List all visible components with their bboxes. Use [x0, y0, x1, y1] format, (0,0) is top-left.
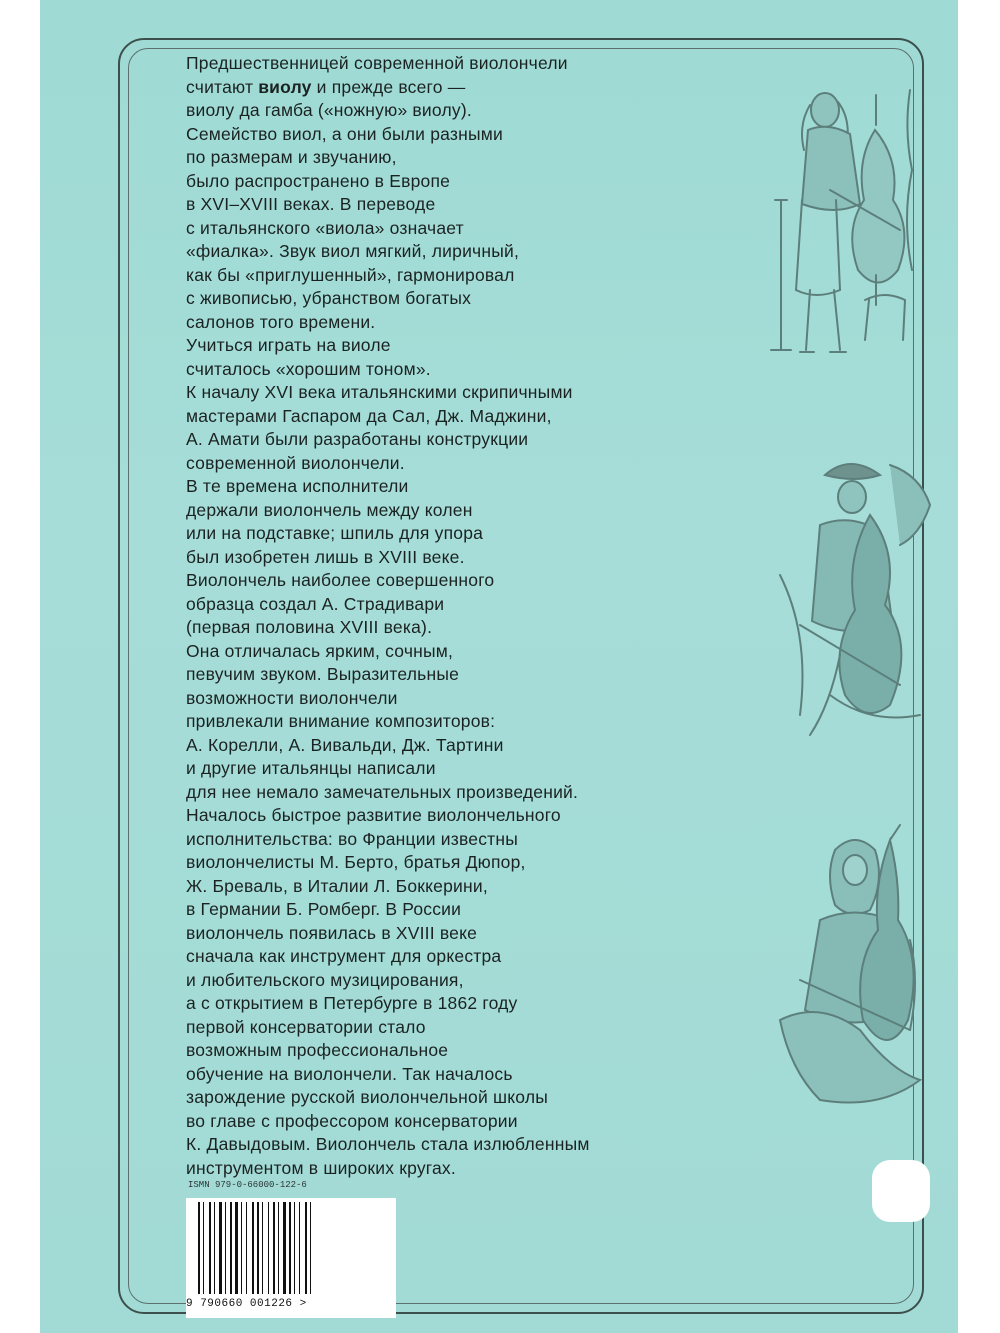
- standing-cellist-engraving: [770, 70, 930, 380]
- text-fragment: в XVI–XVIII веках. В переводе: [186, 194, 436, 214]
- barcode-bar: [235, 1202, 238, 1294]
- text-fragment: для нее немало замечательных произведений.: [186, 781, 579, 802]
- text-fragment: зарождение русской виолончельной школы: [186, 1087, 549, 1107]
- text-fragment: К. Давыдовым. Виолончель стала излюбленным: [186, 1134, 590, 1154]
- text-fragment: возможности виолончели: [186, 687, 398, 708]
- text-fragment: Виолончель наиболее совершенного: [186, 570, 495, 590]
- text-line: [186, 1063, 746, 1087]
- text-line: [186, 851, 746, 875]
- text-fragment: первой консерватории стало: [186, 1016, 426, 1037]
- text-fragment: держали виолончель между колен: [186, 499, 473, 520]
- barcode-bar: [225, 1202, 226, 1294]
- text-fragment: салонов того времени.: [186, 311, 376, 332]
- text-fragment: В те времена исполнители: [186, 476, 409, 496]
- text-line: [186, 1110, 746, 1134]
- barcode-bar: [278, 1202, 279, 1294]
- text-fragment: считалось «хорошим тоном».: [186, 358, 431, 379]
- text-fragment: было распространено в Европе: [186, 170, 451, 191]
- text-fragment: виолончелисты М. Берто, братья Дюпор,: [186, 852, 526, 872]
- text-line: [186, 428, 746, 452]
- text-line: [186, 381, 746, 405]
- text-line: [186, 264, 746, 288]
- text-fragment: а с открытием в Петербурге в 1862 году: [186, 993, 518, 1013]
- text-line: [186, 922, 746, 946]
- barcode-bar: [262, 1202, 263, 1294]
- text-line: [186, 499, 746, 523]
- text-line: [186, 969, 746, 993]
- text-line: [186, 334, 746, 358]
- text-line: [186, 687, 746, 711]
- text-fragment: Ж. Бреваль, в Италии Л. Боккерини,: [186, 875, 488, 896]
- text-fragment: современной виолончели.: [186, 452, 405, 473]
- barcode-bar: [252, 1202, 254, 1294]
- text-line: [186, 452, 746, 476]
- text-line: [186, 240, 746, 264]
- price-sticker-remnant: [872, 1160, 930, 1222]
- text-line: [186, 781, 746, 805]
- text-fragment: и любительского музицирования,: [186, 969, 464, 990]
- text-fragment: А. Корелли, А. Вивальди, Дж. Тартини: [186, 734, 504, 755]
- viola-da-gamba-player-engraving: [760, 820, 930, 1130]
- text-fragment: Семейство виол, а они были разными: [186, 123, 503, 144]
- text-fragment: «фиалка». Звук виол мягкий, лиричный,: [186, 241, 520, 261]
- barcode-bar: [219, 1202, 222, 1294]
- barcode-bar: [305, 1202, 307, 1294]
- barcode-bar: [230, 1202, 232, 1294]
- text-fragment: в Германии Б. Ромберг. В России: [186, 899, 462, 919]
- text-line: [186, 757, 746, 781]
- text-fragment: возможным профессиональное: [186, 1040, 449, 1060]
- text-fragment: мастерами Гаспаром да Сал, Дж. Маджини,: [186, 405, 552, 426]
- text-fragment: с итальянского «виола» означает: [186, 217, 464, 238]
- text-fragment: Она отличалась ярким, сочным,: [186, 640, 454, 661]
- text-fragment: сначала как инструмент для оркестра: [186, 946, 502, 966]
- text-fragment: К началу XVI века итальянскими скрипичными: [186, 382, 573, 402]
- text-line: [186, 593, 746, 617]
- barcode-bar: [273, 1202, 275, 1294]
- text-fragment: А. Амати были разработаны конструкции: [186, 429, 529, 449]
- barcode-bar: [289, 1202, 291, 1294]
- text-line: [186, 1039, 746, 1063]
- text-line: [186, 193, 746, 217]
- text-line: [186, 405, 746, 429]
- text-fragment: образца создал А. Страдивари: [186, 593, 445, 614]
- text-fragment: виолончель появилась в XVIII веке: [186, 922, 478, 943]
- barcode-bar: [214, 1202, 215, 1294]
- barcode-bar: [310, 1202, 311, 1294]
- barcode-bar: [299, 1202, 300, 1294]
- text-line: [186, 522, 746, 546]
- barcode-bar: [257, 1202, 259, 1294]
- barcode-bar: [246, 1202, 247, 1294]
- text-line: [186, 546, 746, 570]
- barcode-number: 9 790660 001226 >: [186, 1298, 307, 1310]
- text-line: [186, 616, 746, 640]
- barcode-bar: [241, 1202, 242, 1294]
- text-fragment: виолу да гамба («ножную» виолу).: [186, 100, 472, 120]
- text-line: [186, 1133, 746, 1157]
- text-fragment: считают: [186, 76, 259, 97]
- text-fragment: был изобретен лишь в XVIII веке.: [186, 546, 465, 567]
- text-line: [186, 146, 746, 170]
- text-line: [186, 52, 746, 76]
- text-line: [186, 734, 746, 758]
- barcode-bar: [203, 1202, 204, 1294]
- barcode-bar: [198, 1202, 200, 1294]
- text-line: [186, 287, 746, 311]
- text-line: [186, 475, 746, 499]
- text-fragment: привлекали внимание композиторов:: [186, 711, 496, 731]
- text-line: [186, 311, 746, 335]
- text-fragment: с живописью, убранством богатых: [186, 288, 472, 308]
- text-fragment: Предшественницей современной виолончели: [186, 53, 568, 73]
- seated-cellist-in-tricorn-engraving: [770, 455, 935, 755]
- text-line: [186, 1016, 746, 1040]
- text-line: [186, 992, 746, 1016]
- text-line: [186, 76, 746, 100]
- text-line: [186, 875, 746, 899]
- text-line: [186, 99, 746, 123]
- text-fragment: Началось быстрое развитие виолончельного: [186, 805, 561, 825]
- body-text: [186, 52, 746, 1180]
- text-fragment: по размерам и звучанию,: [186, 147, 397, 167]
- barcode-bars: [198, 1202, 348, 1294]
- barcode-bar: [268, 1202, 269, 1294]
- text-line: [186, 123, 746, 147]
- text-line: [186, 217, 746, 241]
- text-fragment: обучение на виолончели. Так началось: [186, 1063, 513, 1084]
- text-fragment: (первая половина XVIII века).: [186, 617, 433, 637]
- text-fragment: певучим звуком. Выразительные: [186, 664, 460, 684]
- barcode-bar: [209, 1202, 211, 1294]
- text-fragment: инструментом в широких кругах.: [186, 1157, 456, 1178]
- bold-term: виолу: [258, 76, 312, 97]
- barcode: [186, 1198, 396, 1318]
- text-fragment: как бы «приглушенный», гармонировал: [186, 264, 515, 285]
- text-line: [186, 170, 746, 194]
- text-fragment: исполнительства: во Франции известны: [186, 828, 519, 849]
- text-fragment: и прежде всего —: [311, 76, 466, 97]
- text-line: [186, 898, 746, 922]
- ismn-label: ISMN 979-0-66000-122-6: [188, 1180, 307, 1190]
- text-line: [186, 804, 746, 828]
- barcode-bar: [283, 1202, 286, 1294]
- text-fragment: и другие итальянцы написали: [186, 758, 436, 778]
- text-fragment: или на подставке; шпиль для упора: [186, 523, 484, 543]
- text-line: [186, 569, 746, 593]
- text-fragment: во главе с профессором консерватории: [186, 1110, 518, 1131]
- text-line: [186, 828, 746, 852]
- barcode-bar: [294, 1202, 295, 1294]
- text-line: [186, 1086, 746, 1110]
- text-line: [186, 358, 746, 382]
- text-line: [186, 710, 746, 734]
- text-line: [186, 640, 746, 664]
- text-line: [186, 945, 746, 969]
- text-line: [186, 663, 746, 687]
- text-fragment: Учиться играть на виоле: [186, 335, 391, 355]
- text-line: [186, 1157, 746, 1181]
